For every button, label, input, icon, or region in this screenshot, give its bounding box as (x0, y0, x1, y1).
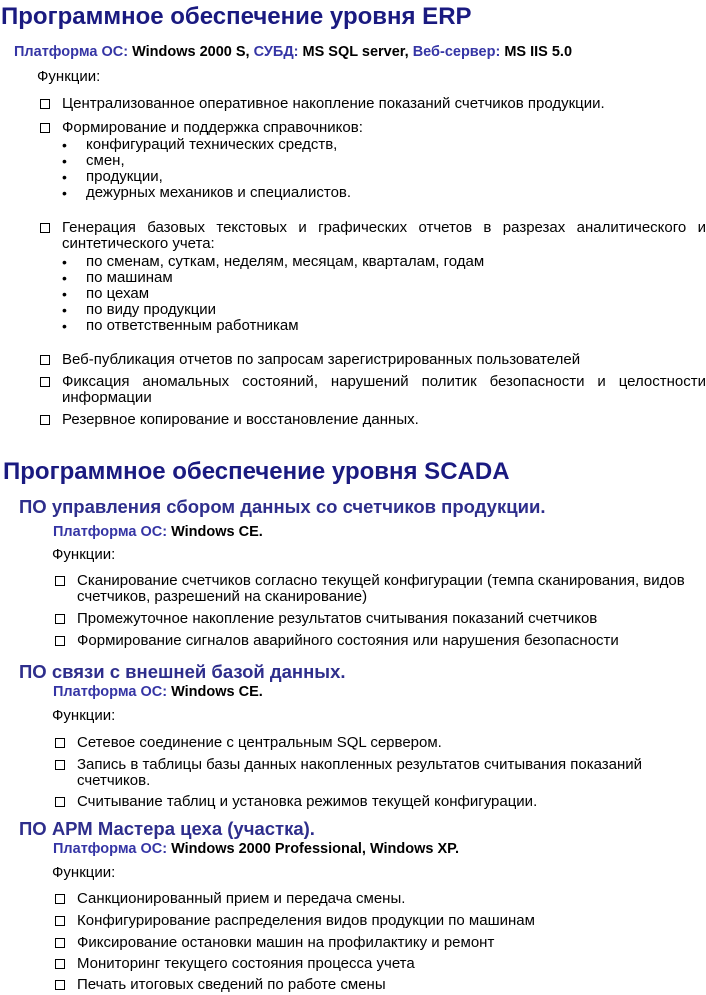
checkbox-icon (40, 415, 50, 425)
list-item (40, 352, 706, 368)
list-item (55, 611, 706, 627)
list-item-text: Фиксирование остановки машин на профилактику и ремонт (77, 934, 495, 951)
checkbox-icon (40, 355, 50, 365)
bullet-item (62, 302, 216, 318)
platform-line (53, 523, 263, 541)
os-value: Windows CE. (171, 684, 263, 700)
bullet-text: по сменам, суткам, неделям, месяцам, кварталам, годам (86, 253, 485, 270)
list-item-text: Запись в таблицы базы данных накопленных результатов считывания показаний счетчиков. (77, 756, 643, 789)
bullet-icon: • (62, 302, 67, 318)
erp-title: Программное обеспечение уровня ERP (1, 3, 472, 30)
checkbox-icon (40, 223, 50, 233)
section-title: ПО управления сбором данных со счетчиков продукции. (19, 496, 546, 517)
bullet-text: по цехам (86, 285, 150, 302)
bullet-text: продукции, (86, 168, 163, 185)
list-item-text: Мониторинг текущего состояния процесса учета (77, 955, 415, 972)
bullet-item (62, 318, 299, 334)
bullet-icon: • (62, 185, 67, 201)
list-item-text: Генерация базовых текстовых и графических отчетов в разрезах аналитического и синтетического учета: (62, 219, 706, 252)
list-item (55, 935, 706, 951)
bullet-text: по машинам (86, 269, 173, 286)
erp-platform-line (14, 43, 572, 61)
list-item-text: Веб-публикация отчетов по запросам зарегистрированных пользователей (62, 351, 581, 368)
bullet-item (62, 185, 351, 201)
bullet-item (62, 270, 173, 286)
bullet-text: по ответственным работникам (86, 317, 299, 334)
bullet-text: по виду продукции (86, 301, 217, 318)
list-item (40, 412, 706, 428)
list-item (55, 757, 706, 789)
list-item-text: Фиксация аномальных состояний, нарушений политик безопасности и целостности информации (62, 373, 706, 406)
functions-label: Функции: (52, 864, 116, 881)
list-item (55, 956, 706, 972)
bullet-item (62, 169, 163, 185)
list-item-text: Санкционированный прием и передача смены. (77, 890, 406, 907)
platform-line (53, 840, 459, 858)
bullet-text: дежурных механиков и специалистов. (86, 184, 352, 201)
bullet-item (62, 137, 337, 153)
bullet-item (62, 254, 484, 270)
section-title: ПО связи с внешней базой данных. (19, 661, 346, 682)
list-item (55, 794, 706, 810)
checkbox-icon (55, 938, 65, 948)
scada-title: Программное обеспечение уровня SCADA (3, 458, 510, 485)
list-item-text: Конфигурирование распределения видов продукции по машинам (77, 912, 535, 929)
list-item (55, 633, 706, 649)
checkbox-icon (40, 377, 50, 387)
list-item (55, 977, 706, 993)
checkbox-icon (40, 123, 50, 133)
checkbox-icon (55, 894, 65, 904)
web-label: Веб-сервер: (412, 44, 501, 60)
checkbox-icon (55, 738, 65, 748)
list-item-text: Печать итоговых сведений по работе смены (77, 976, 386, 993)
functions-label: Функции: (52, 707, 116, 724)
bullet-text: конфигураций технических средств, (86, 136, 338, 153)
bullet-icon: • (62, 318, 67, 334)
platform-line (53, 683, 263, 701)
list-item (40, 374, 706, 406)
list-item (55, 735, 706, 751)
bullet-icon: • (62, 286, 67, 302)
checkbox-icon (55, 636, 65, 646)
list-item (40, 120, 702, 136)
list-item-text: Сканирование счетчиков согласно текущей конфигурации (темпа сканирования, видов счетчиков, разрешений на сканирование) (77, 572, 685, 605)
checkbox-icon (55, 797, 65, 807)
checkbox-icon (55, 980, 65, 990)
list-item-text: Формирование и поддержка справочников: (62, 119, 363, 136)
list-item-text: Сетевое соединение с центральным SQL сервером. (77, 734, 442, 751)
bullet-icon: • (62, 270, 67, 286)
db-label: СУБД: (253, 44, 299, 60)
checkbox-icon (55, 576, 65, 586)
bullet-icon: • (62, 169, 67, 185)
bullet-icon: • (62, 254, 67, 270)
list-item (55, 573, 706, 605)
os-value: Windows 2000 S, (132, 44, 250, 60)
list-item (55, 913, 706, 929)
list-item-text: Формирование сигналов аварийного состояния или нарушения безопасности (77, 632, 619, 649)
list-item-text: Резервное копирование и восстановление данных. (62, 411, 419, 428)
os-label: Платформа ОС: (53, 524, 168, 540)
bullet-text: смен, (86, 152, 125, 169)
os-value: Windows 2000 Professional, Windows XP. (171, 841, 459, 857)
os-label: Платформа ОС: (53, 841, 168, 857)
list-item-text: Считывание таблиц и установка режимов текущей конфигурации. (77, 793, 538, 810)
checkbox-icon (55, 959, 65, 969)
bullet-item (62, 286, 149, 302)
bullet-item (62, 153, 125, 169)
section-title: ПО АРМ Мастера цеха (участка). (19, 818, 315, 839)
checkbox-icon (40, 99, 50, 109)
checkbox-icon (55, 760, 65, 770)
functions-label: Функции: (52, 546, 116, 563)
bullet-icon: • (62, 153, 67, 169)
list-item (40, 96, 702, 112)
list-item (40, 220, 706, 252)
os-value: Windows CE. (171, 524, 263, 540)
db-value: MS SQL server, (302, 44, 409, 60)
bullet-icon: • (62, 137, 67, 153)
checkbox-icon (55, 916, 65, 926)
os-label: Платформа ОС: (53, 684, 168, 700)
list-item-text: Промежуточное накопление результатов считывания показаний счетчиков (77, 610, 598, 627)
checkbox-icon (55, 614, 65, 624)
os-label: Платформа ОС: (14, 44, 129, 60)
list-item-text: Централизованное оперативное накопление показаний счетчиков продукции. (62, 95, 605, 112)
list-item (55, 891, 706, 907)
web-value: MS IIS 5.0 (504, 44, 573, 60)
functions-label: Функции: (37, 68, 101, 85)
